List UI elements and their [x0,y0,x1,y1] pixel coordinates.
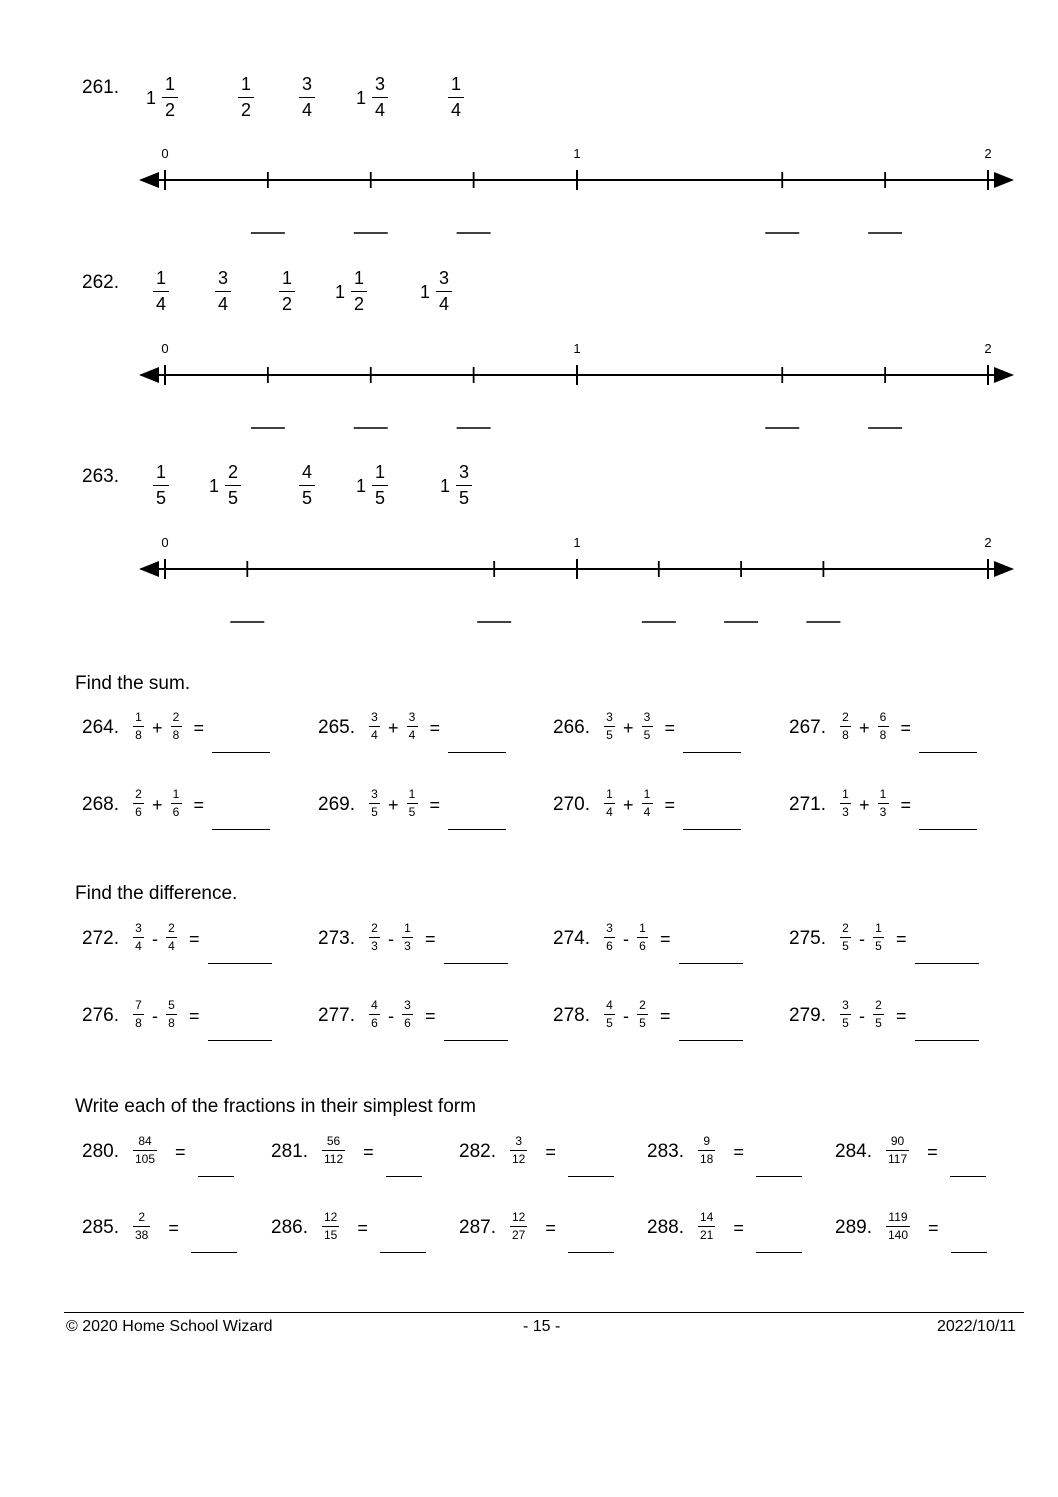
plus-sign: + [387,795,399,815]
fraction: 3 5 [369,788,380,819]
fraction: 90 117 [887,1133,908,1166]
problem-number: 282. [459,1141,496,1162]
mixed-number: 1 3 4 [356,74,388,120]
problem-number: 276. [82,1005,119,1026]
minus-sign: - [858,929,865,949]
equals-sign: = [424,929,436,949]
problem-264 [82,706,270,750]
problem-number: 288. [647,1217,684,1238]
plus-sign: + [858,718,870,738]
minus-sign: - [387,1006,394,1026]
problem-number: 283. [647,1141,684,1162]
answer-blank[interactable] [208,943,272,964]
fraction: 56 112 [323,1133,344,1166]
answer-blank[interactable] [951,1232,987,1253]
fraction: 3 6 [604,922,615,953]
fraction: 1 8 [133,711,144,742]
problem-number: 262. [82,272,119,293]
equals-sign: = [193,718,205,738]
equals-sign: = [545,1218,556,1238]
fraction: 9 18 [699,1133,714,1166]
tick-label: 1 [573,341,581,356]
problem-number: 263. [82,466,119,487]
fraction: 1 6 [171,788,182,819]
tick-label: 1 [573,535,581,550]
minus-sign: - [387,929,394,949]
minus-sign: - [622,929,629,949]
answer-blank[interactable] [919,732,977,753]
answer-blank[interactable] [444,1020,508,1041]
problem-274 [553,917,743,961]
equals-sign: = [659,1006,671,1026]
fraction: 84 105 [134,1133,156,1166]
problem-number: 272. [82,928,119,949]
problem-number: 279. [789,1005,826,1026]
mixed-number: 1 1 5 [356,462,388,508]
problem-289 [835,1206,987,1250]
equals-sign: = [895,1006,907,1026]
fraction: 2 38 [134,1209,149,1242]
fraction: 2 5 [637,999,648,1030]
mixed-number: 1 3 4 [420,268,452,314]
fraction: 4 5 [604,999,615,1030]
fraction: 3 4 [215,268,231,314]
footer-divider [64,1312,1024,1313]
fraction: 1 5 [873,922,884,953]
plus-sign: + [622,718,634,738]
problem-269 [318,783,506,827]
section-heading-simplest-form: Write each of the fractions in their simplest form [75,1096,476,1117]
equals-sign: = [193,795,205,815]
equals-sign: = [429,718,441,738]
equals-sign: = [659,929,671,949]
problem-268 [82,783,270,827]
fraction: 2 6 [133,788,144,819]
problem-number: 287. [459,1217,496,1238]
equals-sign: = [733,1218,744,1238]
mixed-number: 1 1 2 [335,268,367,314]
minus-sign: - [151,1006,158,1026]
number-line-261 [141,146,1012,233]
fraction: 1 6 [637,922,648,953]
equals-sign: = [424,1006,436,1026]
problem-number: 271. [789,794,826,815]
fraction: 12 27 [511,1209,526,1242]
section-heading-difference: Find the difference. [75,883,238,904]
problem-273 [318,917,508,961]
problem-270 [553,783,741,827]
equals-sign: = [664,718,676,738]
fraction: 4 5 [299,462,315,508]
problem-287 [459,1206,614,1250]
tick-label: 0 [161,146,169,161]
answer-blank[interactable] [915,1020,979,1041]
answer-blank[interactable] [568,1156,614,1177]
answer-blank[interactable] [756,1156,802,1177]
answer-blank[interactable] [683,809,741,830]
fraction: 3 4 [133,922,144,953]
tick-label: 2 [984,146,992,161]
problem-271 [789,783,977,827]
equals-sign: = [188,1006,200,1026]
answer-blank[interactable] [679,943,743,964]
problem-286 [271,1206,426,1250]
plus-sign: + [387,718,399,738]
answer-blank[interactable] [212,732,270,753]
number-lines-svg [0,0,1058,660]
plus-sign: + [151,795,163,815]
equals-sign: = [188,929,200,949]
problem-266 [553,706,741,750]
number-line-262 [141,341,1012,428]
answer-blank[interactable] [444,943,508,964]
problem-285 [82,1206,237,1250]
tick-label: 0 [161,341,169,356]
plus-sign: + [151,718,163,738]
problem-number: 261. [82,77,119,98]
fraction: 3 5 [642,711,653,742]
fraction: 1 3 [402,922,413,953]
answer-blank[interactable] [191,1232,237,1253]
problem-282 [459,1130,614,1174]
minus-sign: - [151,929,158,949]
problem-number: 265. [318,717,355,738]
answer-blank[interactable] [915,943,979,964]
equals-sign: = [927,1142,938,1162]
number-line-263 [141,535,1012,622]
fraction: 14 21 [699,1209,714,1242]
fraction: 2 8 [171,711,182,742]
footer-copyright: © 2020 Home School Wizard [66,1318,273,1335]
problem-278 [553,994,743,1038]
fraction: 1 2 [279,268,295,314]
fraction: 1 4 [153,268,169,314]
fraction: 1 4 [448,74,464,120]
fraction: 3 4 [369,711,380,742]
fraction: 1 5 [153,462,169,508]
fraction: 1 2 [238,74,254,120]
fraction: 3 12 [511,1133,526,1166]
answer-blank[interactable] [212,809,270,830]
answer-blank[interactable] [756,1232,802,1253]
problem-272 [82,917,272,961]
problem-280 [82,1130,234,1174]
problem-277 [318,994,508,1038]
equals-sign: = [357,1218,368,1238]
problem-number: 286. [271,1217,308,1238]
fraction: 119 140 [887,1209,909,1242]
fraction: 1 4 [604,788,615,819]
problem-number: 284. [835,1141,872,1162]
equals-sign: = [928,1218,939,1238]
footer-page-number: - 15 - [523,1318,561,1335]
equals-sign: = [545,1142,556,1162]
answer-blank[interactable] [380,1232,426,1253]
fraction: 7 8 [133,999,144,1030]
equals-sign: = [900,718,912,738]
footer-date: 2022/10/11 [937,1318,1016,1335]
fraction: 12 15 [323,1209,338,1242]
answer-blank[interactable] [208,1020,272,1041]
fraction: 1 3 [878,788,889,819]
fraction: 2 3 [369,922,380,953]
problem-number: 280. [82,1141,119,1162]
fraction: 6 8 [878,711,889,742]
equals-sign: = [664,795,676,815]
answer-blank[interactable] [198,1156,234,1177]
problem-number: 266. [553,717,590,738]
problem-288 [647,1206,802,1250]
fraction: 2 5 [840,922,851,953]
problem-number: 268. [82,794,119,815]
mixed-number: 1 1 2 [146,74,178,120]
problem-number: 281. [271,1141,308,1162]
problem-number: 277. [318,1005,355,1026]
problem-number: 269. [318,794,355,815]
section-heading-sum: Find the sum. [75,673,191,694]
tick-label: 2 [984,341,992,356]
problem-number: 270. [553,794,590,815]
answer-blank[interactable] [679,1020,743,1041]
problem-267 [789,706,977,750]
problem-number: 275. [789,928,826,949]
problem-number: 274. [553,928,590,949]
plus-sign: + [858,795,870,815]
fraction: 2 8 [840,711,851,742]
plus-sign: + [622,795,634,815]
problem-number: 285. [82,1217,119,1238]
fraction: 4 6 [369,999,380,1030]
problem-number: 278. [553,1005,590,1026]
tick-label: 1 [573,146,581,161]
problem-275 [789,917,979,961]
fraction: 2 4 [166,922,177,953]
answer-blank[interactable] [568,1232,614,1253]
problem-281 [271,1130,422,1174]
fraction: 1 5 [407,788,418,819]
problem-number: 267. [789,717,826,738]
equals-sign: = [733,1142,744,1162]
fraction: 1 4 [642,788,653,819]
mixed-number: 1 2 5 [209,462,241,508]
problem-279 [789,994,979,1038]
minus-sign: - [858,1006,865,1026]
equals-sign: = [900,795,912,815]
minus-sign: - [622,1006,629,1026]
answer-blank[interactable] [386,1156,422,1177]
fraction: 3 6 [402,999,413,1030]
fraction: 3 4 [299,74,315,120]
fraction: 3 5 [604,711,615,742]
equals-sign: = [168,1218,179,1238]
tick-label: 2 [984,535,992,550]
fraction: 1 3 [840,788,851,819]
answer-blank[interactable] [448,809,506,830]
problem-number: 264. [82,717,119,738]
problem-284 [835,1130,986,1174]
fraction: 2 5 [873,999,884,1030]
equals-sign: = [895,929,907,949]
problem-number: 289. [835,1217,872,1238]
problem-276 [82,994,272,1038]
answer-blank[interactable] [448,732,506,753]
equals-sign: = [429,795,441,815]
problem-number: 273. [318,928,355,949]
problem-283 [647,1130,802,1174]
answer-blank[interactable] [919,809,977,830]
fraction: 3 4 [407,711,418,742]
problem-265 [318,706,506,750]
mixed-number: 1 3 5 [440,462,472,508]
equals-sign: = [363,1142,374,1162]
answer-blank[interactable] [950,1156,986,1177]
equals-sign: = [175,1142,186,1162]
fraction: 3 5 [840,999,851,1030]
answer-blank[interactable] [683,732,741,753]
tick-label: 0 [161,535,169,550]
fraction: 5 8 [166,999,177,1030]
